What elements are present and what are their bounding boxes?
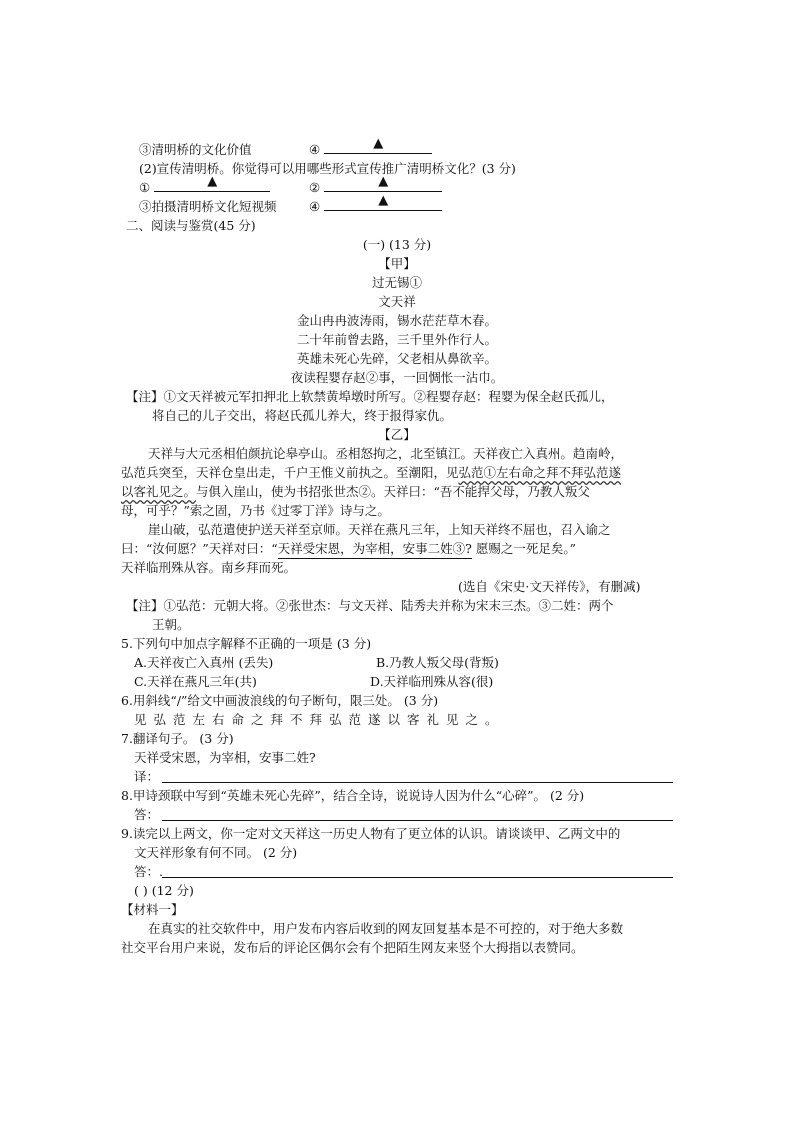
material-line: 社交平台用户来说，发布后的评论区偶尔会有个把陌生网友来竖个大拇指以表赞同。: [121, 940, 584, 955]
material-line: 在真实的社交软件中，用户发布内容后收到的网友回复基本是不可控的，对于绝大多数: [148, 921, 624, 936]
q4-form-4: [309, 193, 442, 216]
part-title: (一) (13 分): [362, 237, 432, 252]
triangle-marker-icon: ▲: [378, 193, 389, 208]
prose-segment: 愿赐之一死足矣。”: [471, 541, 576, 556]
prose-line: [121, 463, 621, 482]
answer-blank[interactable]: [324, 136, 432, 154]
question-8: 8.甲诗颈联中写到“英雄未死心先碎”，结合全诗，说说诗人因为什么“心碎”。 (2 分): [121, 788, 585, 803]
option-a: A.天祥夜亡入真州 (丢失): [134, 655, 274, 670]
prose-note: 【注】①弘范：元朝大将。②张世杰：与文天祥、陆秀夫并称为宋末三杰。③二姓：两个: [126, 598, 614, 613]
triangle-marker-icon: ▲: [378, 174, 389, 189]
text-yi-label: 【乙】: [378, 427, 416, 442]
prose-line: 天祥临刑殊从容。南乡拜而死。: [121, 560, 297, 575]
q4-form-3: ③拍摄清明桥文化短视频: [139, 199, 277, 214]
answer-label: 译：: [134, 769, 160, 784]
poem-line: 英雄未死心先碎，父老相从鼻欲辛。: [296, 351, 497, 366]
wavy-underlined-sentence: 弘范①左右命之拜不拜弘范遂: [458, 465, 622, 480]
prose-line: 母，可乎？”索之固，乃书《过零丁洋》诗与之。: [121, 503, 390, 518]
answer-label: 答：.: [134, 864, 163, 879]
q4-form-1: [139, 174, 270, 197]
prose-segment: 与俱入崖山，使为书招张世杰②。天祥曰：“吾不能捍父母，乃教人叛父: [196, 484, 590, 499]
source-citation: (选自《宋史·文天祥传》，有删减): [458, 579, 641, 594]
poem-line: 夜读程婴存赵②事，一回惆怅一沾巾。: [290, 370, 504, 385]
answer-blank[interactable]: [324, 174, 442, 192]
poem-note-cont: 将自己的儿子交出，将赵氏孤儿养大，终于报得家仇。: [152, 408, 453, 423]
q4-item-4-num: ④: [309, 142, 321, 157]
answer-label: 答：: [134, 807, 160, 822]
poem-line: 二十年前曾去路，三千里外作行人。: [296, 332, 497, 347]
q7-sentence: 天祥受宋恩，为宰相，安事二姓?: [134, 750, 316, 765]
q4-sub2: (2)宣传清明桥。你觉得可以用哪些形式宣传推广清明桥文化？(3 分): [139, 161, 516, 176]
q4-item-3-text: ③清明桥的文化价值: [139, 142, 252, 157]
answer-line[interactable]: [162, 782, 673, 783]
prose-line: [121, 482, 590, 501]
triangle-marker-icon: ▲: [373, 136, 384, 151]
answer-blank[interactable]: [154, 174, 270, 192]
prose-line: 天祥与大元丞相伯颜抗论皋亭山。丞相怒拘之，北至镇江。天祥夜亡入真州。趋南岭，: [148, 446, 624, 461]
option-b: B.乃教人叛父母(背叛): [376, 655, 499, 670]
option-d: D.天祥临刑殊从容(很): [370, 674, 494, 689]
poem-note: 【注】①文天祥被元军扣押北上软禁黄埠墩时所写。②程婴存赵：程婴为保全赵氏孤儿，: [126, 389, 614, 404]
answer-line[interactable]: [162, 820, 673, 821]
section-title: 二、阅读与鉴赏(45 分): [126, 218, 256, 233]
triangle-marker-icon: ▲: [207, 174, 218, 189]
q6-spaced-sentence: 见弘范左右命之拜不拜弘范遂以客礼见之。: [134, 712, 505, 727]
question-9-cont: 文天祥形象有何不同。 (2 分): [134, 845, 298, 860]
prose-line: 崖山破，弘范遣使护送天祥至京师。天祥在燕凡三年，上知天祥终不屈也，召入谕之: [148, 522, 611, 537]
q4-form-1-num: ①: [139, 180, 151, 195]
prose-segment: 弘范兵突至，天祥仓皇出走，千户王惟义前执之。至潮阳，见: [121, 465, 459, 480]
poem-title: 过无锡①: [371, 275, 422, 290]
material-label: 【材料一】: [121, 902, 184, 917]
q4-item-4: [309, 136, 432, 159]
question-9: 9.读完以上两文，你一定对文天祥这一历史人物有了更立体的认识。请谈谈甲、乙两文中的: [121, 826, 621, 841]
prose-segment: 曰：“汝何愿？”天祥对曰：“: [121, 541, 278, 556]
prose-note-cont: 王朝。: [152, 617, 190, 632]
answer-line[interactable]: [162, 877, 673, 878]
part-title: ( ) (12 分): [134, 883, 194, 898]
answer-blank[interactable]: [324, 193, 442, 211]
wavy-underlined-sentence: 以客礼见之。: [121, 484, 197, 499]
underlined-sentence: 天祥受宋恩，为宰相，安事二姓③?: [278, 539, 472, 559]
q4-form-2-num: ②: [309, 180, 321, 195]
q4-form-2: [309, 174, 442, 197]
q4-form-4-num: ④: [309, 199, 321, 214]
poem-line: 金山冉冉波涛雨，锡水茫茫草木春。: [296, 313, 497, 328]
text-jia-label: 【甲】: [378, 256, 416, 271]
question-7: 7.翻译句子。 (3 分): [121, 731, 234, 746]
question-5: 5.下列句中加点字解释不正确的一项是 (3 分): [121, 636, 372, 651]
poem-author: 文天祥: [378, 294, 416, 309]
option-c: C.天祥在燕凡三年(共): [134, 674, 257, 689]
q4-item-3: [139, 140, 252, 159]
prose-line: [121, 539, 576, 559]
question-6: 6.用斜线“/”给文中画波浪线的句子断句，限三处。 (3 分): [121, 693, 439, 708]
